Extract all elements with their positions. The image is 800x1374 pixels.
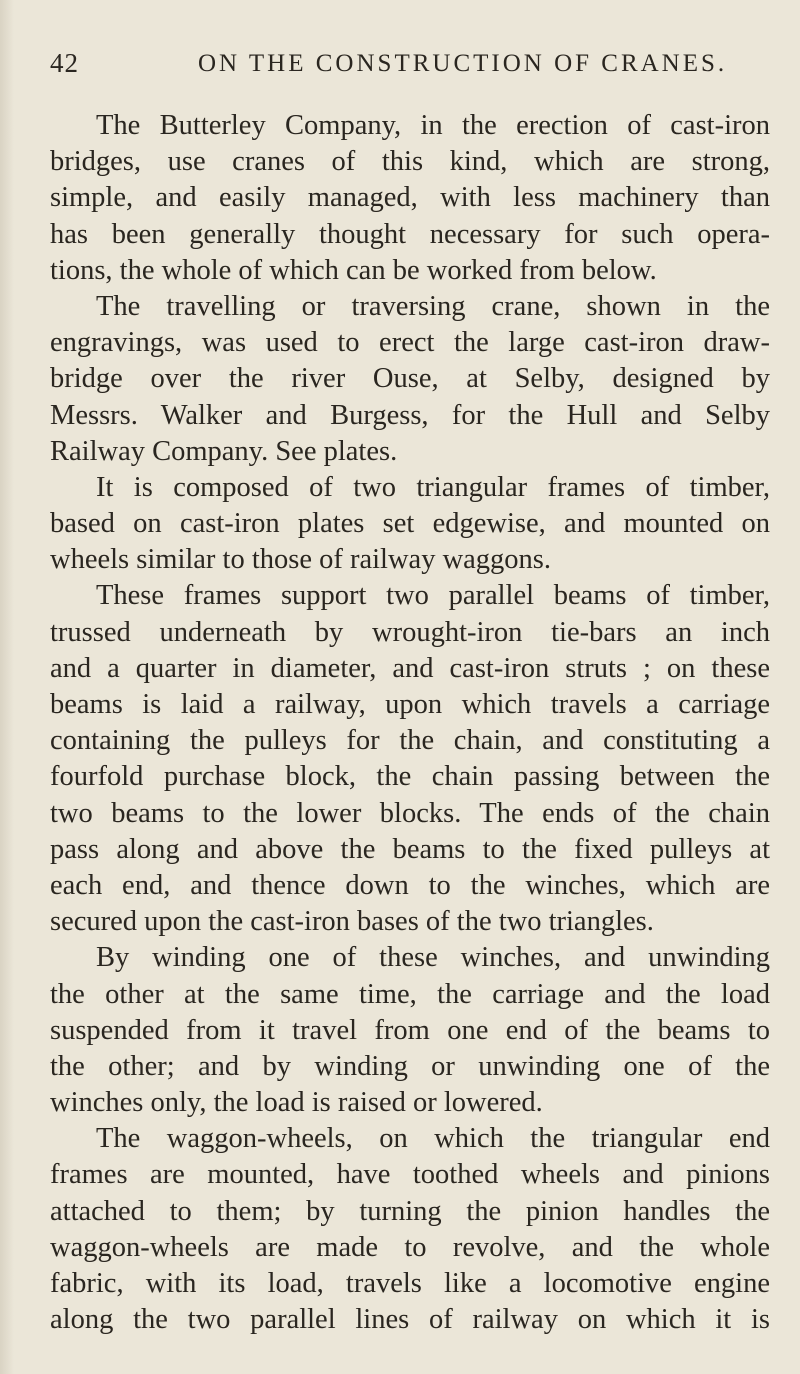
page-header (50, 44, 770, 84)
text-line: The travelling or traversing crane, shown in the (96, 290, 770, 322)
text-line: attached to them; by turning the pinion handles the (50, 1195, 770, 1227)
text-line: suspended from it travel from one end of the beams to (50, 1014, 770, 1046)
text-line: bridge over the river Ouse, at Selby, designed by (50, 363, 770, 395)
text-line: the other; and by winding or unwinding one of the (50, 1050, 770, 1082)
text-line: waggon-wheels are made to revolve, and the whole (50, 1231, 770, 1263)
text-line: fabric, with its load, travels like a locomotive engine (50, 1268, 770, 1299)
text-line: simple, and easily managed, with less machinery than (50, 182, 770, 214)
text-line: two beams to the lower blocks. The ends of the chain (50, 797, 770, 829)
text-line: winches only, the load is raised or lowered. (50, 1087, 543, 1119)
text-line: Messrs. Walker and Burgess, for the Hull and Selby (50, 399, 770, 431)
text-line: The Butterley Company, in the erection of cast-iron (96, 110, 770, 141)
text-line: the other at the same time, the carriage and the load (50, 978, 770, 1010)
text-line: It is composed of two triangular frames of timber, (96, 471, 770, 503)
text-line: beams is laid a railway, upon which travels a carriage (50, 689, 770, 720)
text-line: frames are mounted, have toothed wheels and pinions (50, 1159, 770, 1191)
text-line: The waggon-wheels, on which the triangular end (96, 1123, 770, 1155)
text-line: containing the pulleys for the chain, and constituting a (50, 725, 770, 757)
text-line: based on cast-iron plates set edgewise, and mounted on (50, 508, 770, 540)
text-line: has been generally thought necessary for such opera- (50, 218, 770, 250)
text-line: wheels similar to those of railway waggons. (50, 544, 552, 576)
text-line: engravings, was used to erect the large cast-iron draw- (50, 327, 770, 359)
text-line: These frames support two parallel beams of timber, (96, 580, 770, 612)
text-line: along the two parallel lines of railway on which it is (50, 1304, 770, 1336)
page-edge-shadow (0, 0, 14, 1374)
text-line: each end, and thence down to the winches, which are (50, 869, 770, 901)
page-number: 42 (50, 48, 79, 78)
text-line: trussed underneath by wrought-iron tie-bars an inch (50, 616, 770, 648)
text-line: secured upon the cast-iron bases of the two triangles. (50, 906, 654, 938)
text-line: Railway Company. See plates. (50, 435, 398, 467)
running-head: ON THE CONSTRUCTION OF CRANES. (198, 50, 728, 77)
text-line: tions, the whole of which can be worked from below. (50, 254, 657, 286)
text-line: bridges, use cranes of this kind, which are strong, (50, 146, 770, 178)
body-text (50, 108, 770, 1338)
text-line: fourfold purchase block, the chain passing between the (50, 761, 770, 793)
text-line: and a quarter in diameter, and cast-iron struts ; on these (50, 652, 770, 684)
text-line: pass along and above the beams to the fixed pulleys at (50, 833, 770, 865)
text-line: By winding one of these winches, and unwinding (96, 942, 770, 974)
